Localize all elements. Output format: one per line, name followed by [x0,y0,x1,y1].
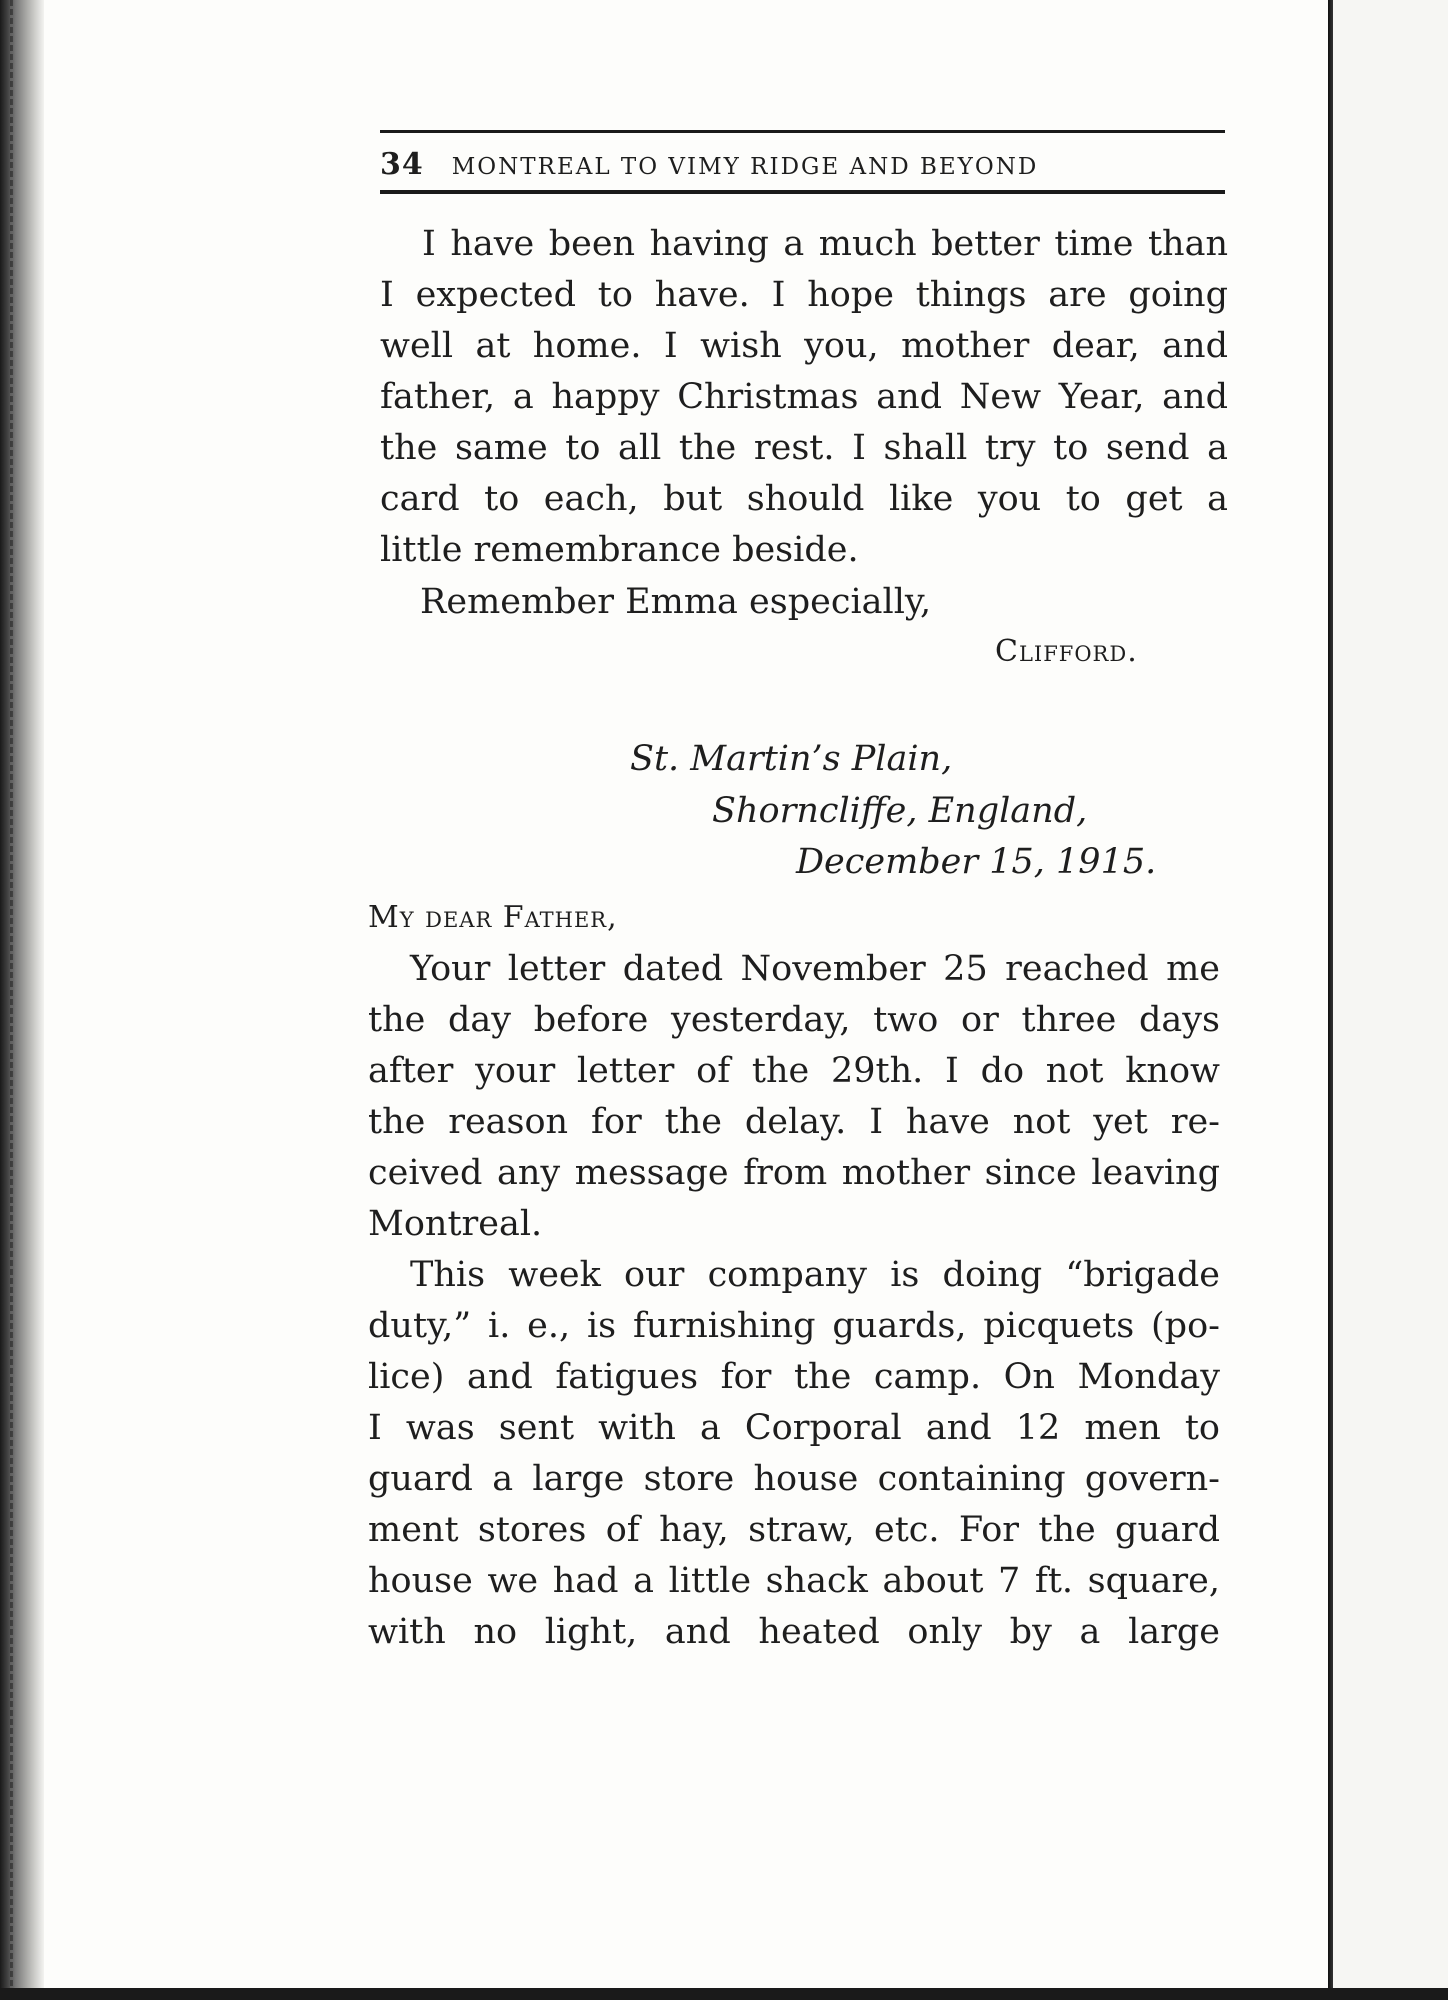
letter-one-closing: Remember Emma especially, [420,582,932,622]
text-line: lice) and fatigues for the camp. On Monday [368,1357,1220,1397]
text-line: father, a happy Christmas and New Year, and [380,377,1228,417]
text-line: guard a large store house containing govern- [368,1459,1220,1499]
page-edge-line [1328,0,1333,2000]
text-line: I was sent with a Corporal and 12 men to [368,1408,1220,1448]
letter-one-body [380,219,1228,576]
letter-one-signature: Clifford. [995,634,1138,669]
letter-two-greeting: My dear Father, [368,900,618,935]
text-line: well at home. I wish you, mother dear, and [380,326,1228,366]
header-bottom-rule [380,190,1225,194]
text-line: This week our company is doing “brigade [410,1255,1220,1295]
bottom-edge [0,1988,1448,2000]
text-line: house we had a little shack about 7 ft. square, [368,1561,1220,1601]
header-row [380,133,1225,190]
running-header [380,130,1225,194]
text-line: the reason for the delay. I have not yet re- [368,1102,1220,1142]
text-line: card to each, but should like you to get a [380,479,1228,519]
letter-two-date: December 15, 1915. [796,842,1157,882]
text-line: duty,” i. e., is furnishing guards, picquets (po- [368,1306,1220,1346]
running-title: MONTREAL TO VIMY RIDGE AND BEYOND [451,154,1039,180]
text-line: Montreal. [368,1204,543,1244]
text-line: little remembrance beside. [380,530,859,570]
text-line: Your letter dated November 25 reached me [410,949,1220,989]
text-line: I have been having a much better time than [422,224,1228,264]
text-line: with no light, and heated only by a large [368,1612,1220,1652]
next-page-margin [1328,0,1448,2000]
page-number: 34 [380,147,424,182]
text-line: ment stores of hay, straw, etc. For the guard [368,1510,1220,1550]
text-line: after your letter of the 29th. I do not know [368,1051,1220,1091]
text-line: the same to all the rest. I shall try to send a [380,428,1228,468]
text-line: the day before yesterday, two or three days [368,1000,1220,1040]
letter-two-body [368,944,1220,1658]
text-line: I expected to have. I hope things are going [380,275,1228,315]
book-binding-edge [0,0,44,2000]
letter-two-place-line-1: St. Martin’s Plain, [630,739,953,779]
letter-two-place-line-2: Shorncliffe, England, [712,791,1088,831]
text-line: ceived any message from mother since leaving [368,1153,1220,1193]
